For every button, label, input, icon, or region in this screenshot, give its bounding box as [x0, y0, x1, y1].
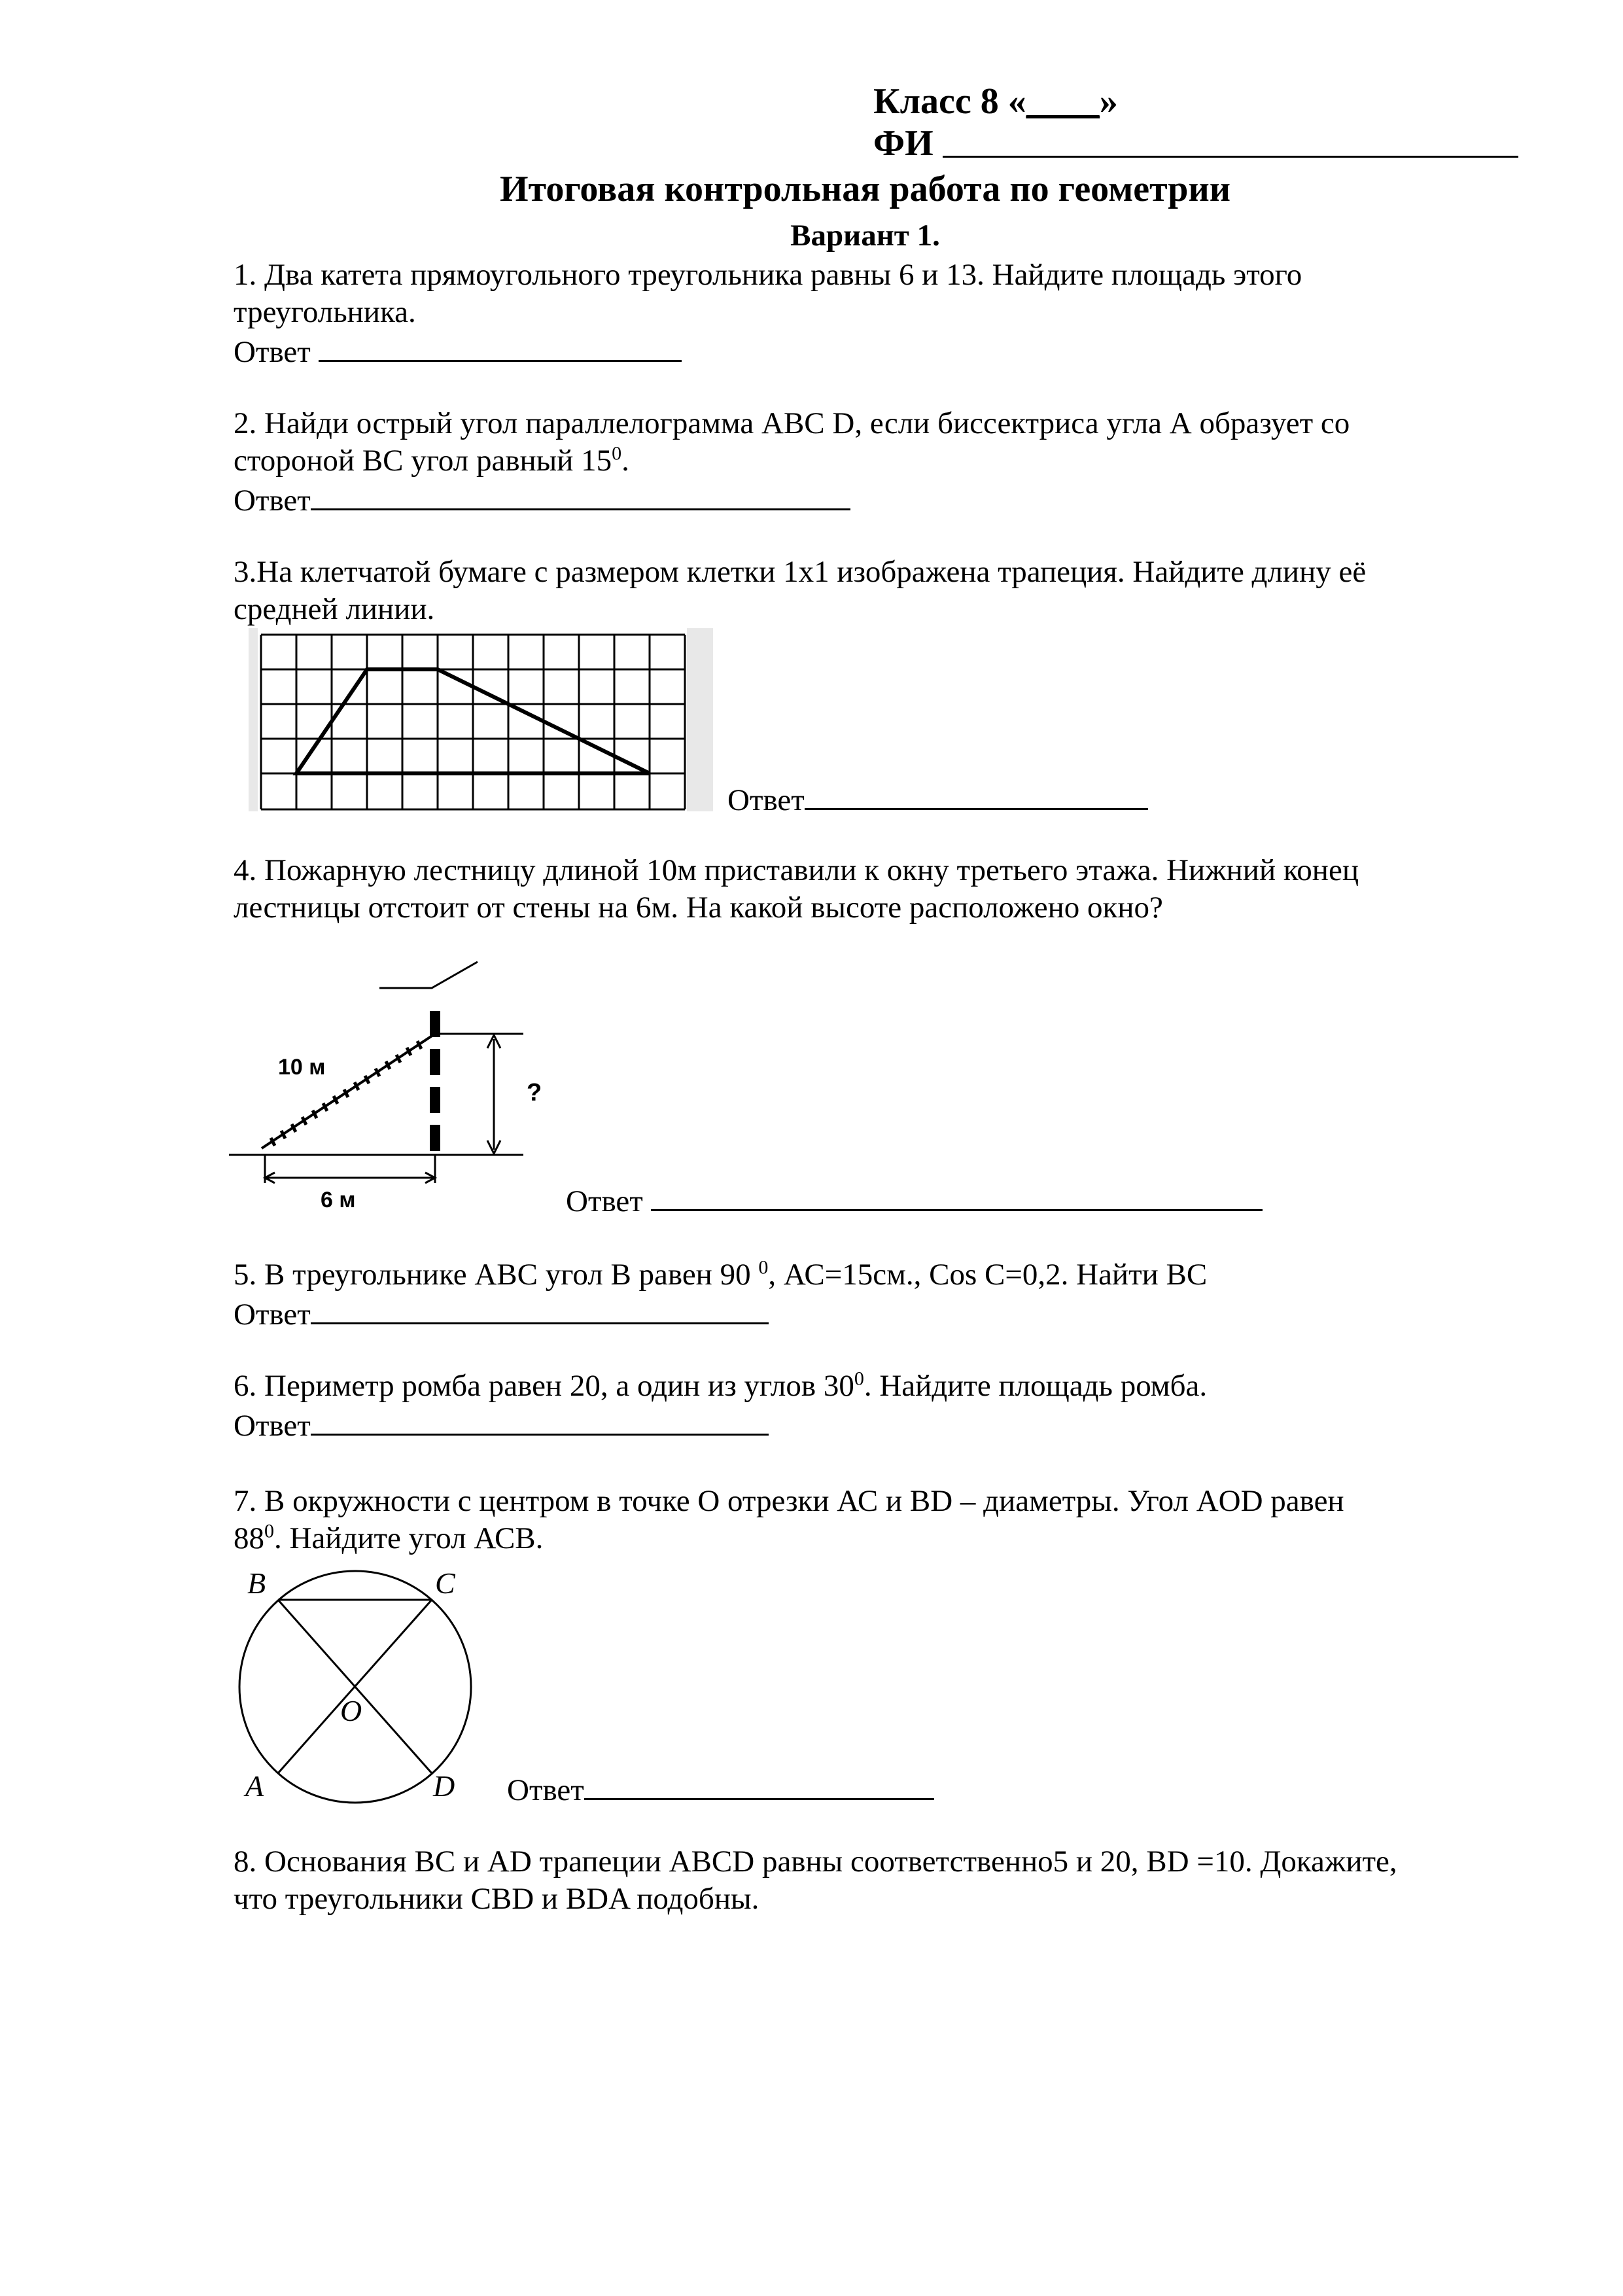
q3-line1: 3.На клетчатой бумаге с размером клетки 1х1 изображена трапеция. Найдите длину её — [234, 555, 1367, 589]
q6-answer-field[interactable] — [311, 1405, 769, 1436]
circle-diameters-figure — [236, 1557, 484, 1806]
q2-degree: 0 — [612, 442, 622, 465]
q7-line2 — [234, 1520, 543, 1557]
q5-line1 — [234, 1256, 1207, 1294]
q6-text-end: . Найдите площадь ромба. — [864, 1369, 1208, 1403]
ladder-figure — [229, 929, 569, 1217]
label-b: B — [247, 1566, 266, 1600]
q2-line1: 2. Найди острый угол параллелограмма ABC D, если биссектриса угла А образует со — [234, 406, 1350, 440]
answer-label: Ответ — [727, 783, 805, 817]
answer-label: Ответ — [507, 1773, 584, 1807]
q5-text: 5. В треугольнике АВС угол В равен 90 — [234, 1258, 759, 1292]
grid-lines — [261, 635, 685, 809]
answer-label: Ответ — [234, 1298, 311, 1332]
label-o: O — [340, 1694, 362, 1727]
q6-degree: 0 — [854, 1368, 864, 1390]
q6-line1 — [234, 1368, 1207, 1405]
class-close: » — [1099, 81, 1118, 122]
fi-label: ФИ — [873, 123, 934, 164]
height-question-label: ? — [527, 1079, 542, 1106]
answer-label: Ответ — [566, 1184, 643, 1218]
label-d: D — [433, 1769, 455, 1803]
q2-line2-text: стороной ВС угол равный 15 — [234, 444, 612, 478]
q7-answer — [507, 1769, 934, 1809]
class-line — [873, 80, 1118, 122]
q8-line1: 8. Основания ВС и AD трапеции ABCD равны соответственно5 и 20, BD =10. Докажите, — [234, 1845, 1397, 1879]
variant-heading: Вариант 1. — [790, 219, 940, 253]
q7-text-end: . Найдите угол АСВ. — [274, 1521, 544, 1555]
q2-line2-end: . — [621, 444, 629, 478]
q2-line2 — [234, 442, 629, 480]
page-title: Итоговая контрольная работа по геометрии — [500, 169, 1230, 209]
fi-line — [873, 122, 1518, 164]
answer-label: Ответ — [234, 1409, 311, 1443]
q8-line2: что треугольники CBD и BDA подобны. — [234, 1882, 759, 1916]
q7-text: 88 — [234, 1521, 264, 1555]
q1-answer — [234, 331, 682, 371]
q4-answer-field[interactable] — [651, 1180, 1263, 1211]
base-length-label: 6 м — [321, 1188, 356, 1212]
q1-answer-field[interactable] — [319, 331, 682, 362]
q4-answer — [566, 1180, 1263, 1220]
answer-label: Ответ — [234, 335, 311, 369]
q6-answer — [234, 1405, 769, 1445]
q3-answer-field[interactable] — [805, 779, 1148, 810]
answer-label: Ответ — [234, 484, 311, 518]
q5-degree: 0 — [758, 1256, 769, 1279]
q5-answer-field[interactable] — [311, 1294, 769, 1324]
label-a: A — [245, 1769, 264, 1803]
label-c: C — [435, 1566, 455, 1600]
q2-answer — [234, 480, 850, 520]
q5-text-end: , АС=15см., Cos С=0,2. Найти ВС — [768, 1258, 1208, 1292]
class-field[interactable]: ____ — [1026, 81, 1100, 122]
q4-line1: 4. Пожарную лестницу длиной 10м приставили к окну третьего этажа. Нижний конец — [234, 853, 1359, 887]
q1-line1: 1. Два катета прямоугольного треугольника равны 6 и 13. Найдите площадь этого — [234, 258, 1302, 292]
q4-line2: лестницы отстоит от стены на 6м. На какой высоте расположено окно? — [234, 891, 1163, 925]
ladder-length-label: 10 м — [278, 1055, 326, 1080]
class-label: Класс 8 « — [873, 81, 1026, 122]
q3-line2: средней линии. — [234, 592, 435, 626]
trapezoid-grid-figure — [249, 628, 733, 815]
q7-line1: 7. В окружности с центром в точке О отрезки АС и BD – диаметры. Угол AOD равен — [234, 1484, 1344, 1518]
q6-text: 6. Периметр ромба равен 20, а один из углов 30 — [234, 1369, 854, 1403]
q7-degree: 0 — [264, 1520, 274, 1542]
q1-line2: треугольника. — [234, 295, 416, 329]
q5-answer — [234, 1294, 769, 1333]
q3-answer — [727, 779, 1148, 819]
fi-field[interactable] — [943, 124, 1518, 158]
q7-answer-field[interactable] — [584, 1769, 934, 1800]
q2-answer-field[interactable] — [311, 480, 850, 510]
